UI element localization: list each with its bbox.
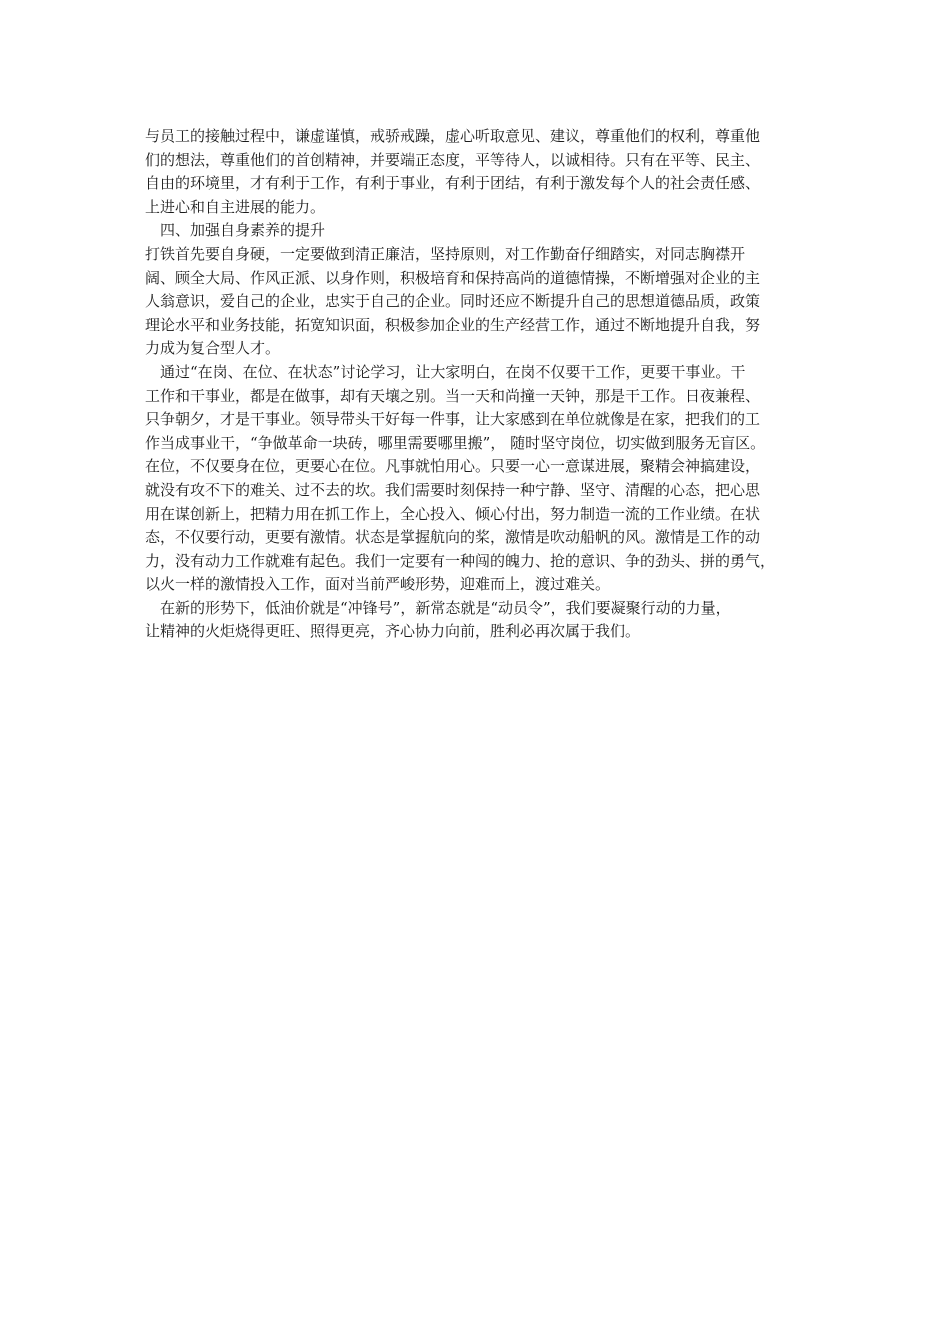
text-line: 阔、顾全大局、作风正派、以身作则，积极培育和保持高尚的道德情操，不断增强对企业的主 <box>145 268 761 287</box>
text-line: 以火一样的激情投入工作，面对当前严峻形势，迎难而上，渡过难关。 <box>145 575 611 594</box>
text-line: 通过“在岗、在位、在状态”讨论学习，让大家明白，在岗不仅要干工作，更要干事业。干 <box>160 362 746 381</box>
text-line: 态，不仅要行动，更要有激情。状态是掌握航向的桨，激情是吹动船帆的风。激情是工作的动 <box>145 528 761 547</box>
text-line: 们的想法，尊重他们的首创精神，并要端正态度，平等待人，以诚相待。只有在平等、民主、 <box>145 150 761 169</box>
text-line: 理论水平和业务技能，拓宽知识面，积极参加企业的生产经营工作，通过不断地提升自我，努 <box>145 315 761 334</box>
text-line: 工作和干事业，都是在做事，却有天壤之别。当一天和尚撞一天钟，那是干工作。日夜兼程、 <box>145 386 761 405</box>
text-line: 在位，不仅要身在位，更要心在位。凡事就怕用心。只要一心一意谋进展，聚精会神搞建设， <box>145 457 761 476</box>
text-line: 用在谋创新上，把精力用在抓工作上，全心投入、倾心付出，努力制造一流的工作业绩。在状 <box>145 504 761 523</box>
text-line: 打铁首先要自身硬，一定要做到清正廉洁，坚持原则，对工作勤奋仔细踏实，对同志胸襟开 <box>145 244 746 263</box>
text-line: 让精神的火炬烧得更旺、照得更亮，齐心协力向前，胜利必再次属于我们。 <box>145 622 641 641</box>
document-body <box>145 125 825 644</box>
text-line: 作当成事业干，“争做革命一块砖，哪里需要哪里搬”， 随时坚守岗位，切实做到服务无盲区。 <box>145 433 766 452</box>
text-line: 就没有攻不下的难关、过不去的坎。我们需要时刻保持一种宁静、坚守、清醒的心态，把心思 <box>145 480 761 499</box>
text-line: 力成为复合型人才。 <box>145 339 281 358</box>
text-line: 上进心和自主进展的能力。 <box>145 197 326 216</box>
text-line: 力，没有动力工作就难有起色。我们一定要有一种闯的魄力、抢的意识、争的劲头、拼的勇气， <box>145 551 776 570</box>
text-line: 在新的形势下，低油价就是“冲锋号”，新常态就是“动员令”，我们要凝聚行动的力量， <box>160 598 731 617</box>
text-line: 只争朝夕，才是干事业。领导带头干好每一件事，让大家感到在单位就像是在家，把我们的工 <box>145 410 761 429</box>
text-line: 人翁意识，爱自己的企业，忠实于自己的企业。同时还应不断提升自己的思想道德品质，政策 <box>145 292 761 311</box>
section-heading: 四、加强自身素养的提升 <box>160 221 326 240</box>
text-line: 与员工的接触过程中，谦虚谨慎，戒骄戒躁，虚心听取意见、建议，尊重他们的权利，尊重他 <box>145 127 761 145</box>
text-line: 自由的环境里，才有利于工作，有利于事业，有利于团结，有利于激发每个人的社会责任感、 <box>145 174 761 193</box>
